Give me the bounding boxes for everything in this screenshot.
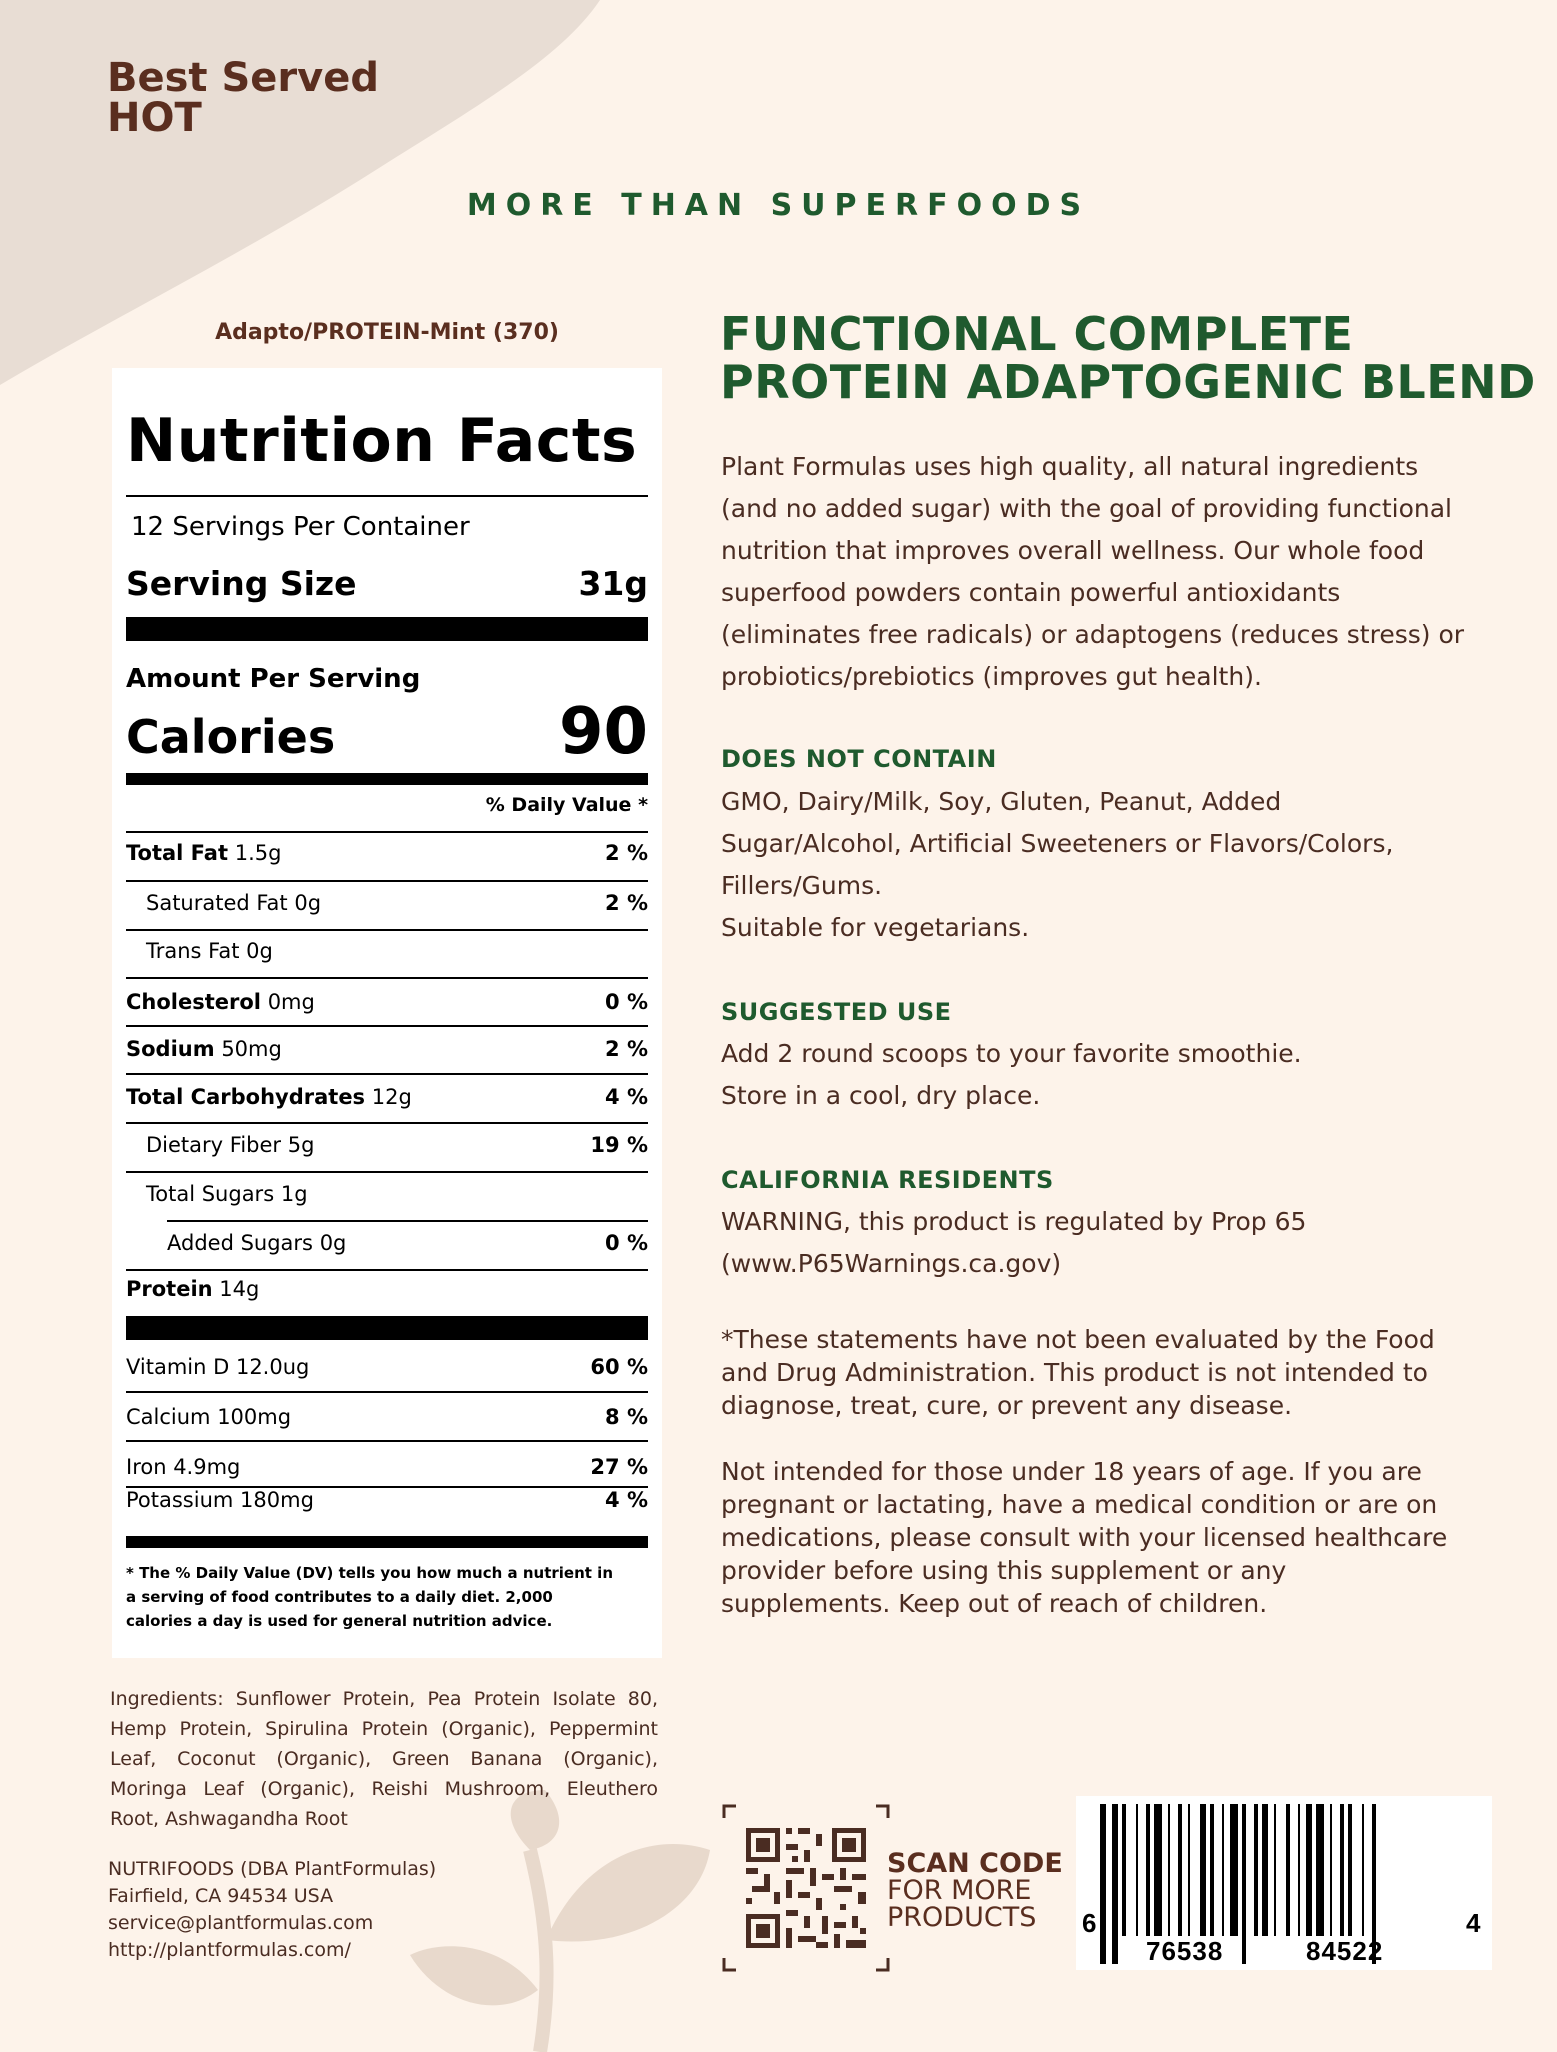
nutrient-dv: 19 %	[590, 1133, 648, 1157]
nutrient-amount: 1g	[280, 1182, 308, 1206]
nutrient-name: Added Sugars	[167, 1231, 313, 1255]
suggested-use-line2: Store in a cool, dry place.	[721, 1081, 1041, 1110]
nutrient-dv: 2 %	[605, 841, 648, 865]
company-url[interactable]: http://plantformulas.com/	[108, 1939, 351, 1961]
barcode-bar	[1200, 1804, 1206, 1936]
servings-text: 12 Servings Per Container	[131, 512, 470, 542]
nutrient-name: Trans Fat	[146, 939, 240, 963]
product-code: Adapto/PROTEIN-Mint (370)	[215, 320, 559, 345]
nutrient-amount: 0g	[294, 891, 322, 915]
barcode-bar	[1168, 1804, 1170, 1936]
vitamin-name: Potassium 180mg	[126, 1488, 314, 1512]
barcode-bar	[1122, 1804, 1126, 1936]
servings-per-container	[131, 512, 648, 542]
intro-paragraph: Plant Formulas uses high quality, all natural ingredients (and no added sugar) with the goal of providing functional nutrition that improves overall wellness. Our whole food superfood powders contain powerful antioxidants (eliminates free radicals) or adaptogens (reduces stress) or probiotics/prebiotics (improves gut health).	[721, 452, 1465, 691]
best-served-note	[107, 55, 379, 141]
california-heading: CALIFORNIA RESIDENTS	[721, 1166, 1054, 1194]
barcode-bar	[1136, 1804, 1138, 1936]
company-info	[108, 1856, 436, 1964]
barcode-group1: 76538	[1146, 1936, 1224, 1966]
barcode-bar	[1210, 1804, 1214, 1936]
scan-line1: SCAN CODE	[887, 1848, 1063, 1879]
vitamin-row	[126, 1488, 648, 1512]
barcode-group2: 84522	[1306, 1936, 1384, 1966]
does-not-contain-heading: DOES NOT CONTAIN	[721, 745, 997, 773]
vitamin-row	[126, 1405, 648, 1429]
company-address: Fairfield, CA 94534 USA	[108, 1885, 334, 1907]
vitamin-name: Calcium 100mg	[126, 1405, 292, 1429]
nutrient-amount: 14g	[219, 1277, 260, 1301]
scan-code-text	[887, 1850, 1063, 1931]
nutrient-row-total-sugars	[146, 1182, 648, 1206]
california-line2: (www.P65Warnings.ca.gov)	[721, 1249, 1062, 1278]
scan-line3: PRODUCTS	[887, 1902, 1037, 1933]
nutrient-row-carbohydrates	[126, 1085, 648, 1109]
nutrient-amount: 0g	[246, 939, 273, 963]
nutrient-amount: 5g	[287, 1133, 315, 1157]
nutrient-name: Total Fat	[126, 841, 229, 865]
qr-code[interactable]	[722, 1804, 890, 1972]
nutrition-facts-panel	[112, 368, 662, 1658]
barcode-bars	[1076, 1796, 1492, 1970]
nutrient-row-dietary-fiber	[146, 1133, 648, 1157]
daily-value-header	[126, 794, 648, 816]
calories-row	[126, 684, 648, 769]
divider	[126, 1391, 648, 1393]
nutrient-row-cholesterol	[126, 990, 648, 1014]
barcode-bar	[1154, 1804, 1162, 1936]
barcode-bar	[1100, 1804, 1106, 1964]
california-line1: WARNING, this product is regulated by Prop 65	[721, 1207, 1307, 1236]
barcode-bar	[1348, 1804, 1352, 1936]
scan-line2: FOR MORE	[887, 1875, 1032, 1906]
nutrient-name: Total Carbohydrates	[126, 1085, 366, 1109]
suggested-use-line1: Add 2 round scoops to your favorite smoothie.	[721, 1039, 1302, 1068]
vitamin-row	[126, 1355, 648, 1379]
thick-divider	[126, 617, 648, 641]
barcode-bar	[1112, 1804, 1118, 1964]
divider	[126, 880, 648, 882]
nutrient-dv: 0 %	[605, 990, 648, 1014]
vitamin-dv: 27 %	[590, 1455, 648, 1479]
does-not-contain-text: GMO, Dairy/Milk, Soy, Gluten, Peanut, Added Sugar/Alcohol, Artificial Sweeteners or Flavors/Colors, Fillers/Gums.	[721, 787, 1394, 900]
caution-statement: Not intended for those under 18 years of age. If you are pregnant or lactating, have a medical condition or are on medications, please consult with your licensed healthcare provider before using this supplement or any supplements. Keep out of reach of children.	[721, 1457, 1448, 1618]
barcode-bar	[1306, 1804, 1312, 1936]
divider	[126, 1269, 648, 1271]
nutrient-name: Total Sugars	[146, 1182, 275, 1206]
divider	[126, 495, 648, 497]
calories-value: 90	[558, 695, 648, 769]
nutrition-title: Nutrition Facts	[126, 406, 638, 476]
medium-divider	[126, 1536, 648, 1548]
nutrient-name: Protein	[126, 1277, 213, 1301]
product-title-line2: PROTEIN ADAPTOGENIC BLEND	[720, 355, 1536, 409]
divider	[126, 1122, 648, 1124]
barcode-bar	[1146, 1804, 1150, 1936]
nutrient-amount: 0mg	[267, 990, 315, 1014]
nutrient-name: Saturated Fat	[146, 891, 288, 915]
barcode-bar	[1222, 1804, 1224, 1936]
daily-value-footnote: * The % Daily Value (DV) tells you how much a nutrient in a serving of food contributes to a daily diet. 2,000 calories a day is used for general nutrition advice.	[126, 1564, 614, 1630]
nutrient-row-trans-fat	[146, 939, 648, 963]
barcode-right-digit: 4	[1466, 1908, 1481, 1938]
barcode-bar	[1242, 1804, 1246, 1964]
vitamin-dv: 60 %	[590, 1355, 648, 1379]
vitamin-dv: 4 %	[605, 1488, 648, 1512]
thick-divider	[126, 1316, 648, 1340]
nutrient-dv: 2 %	[605, 891, 648, 915]
serving-size-row	[126, 564, 648, 603]
barcode-bar	[1316, 1804, 1324, 1936]
product-title	[720, 307, 1536, 409]
medium-divider	[126, 773, 648, 785]
ingredients-list: Ingredients: Sunflower Protein, Pea Protein Isolate 80, Hemp Protein, Spirulina Protein (Organic), Peppermint Leaf, Coconut (Organic), Green Banana (Organic), Moringa Leaf (Organic), Reishi Mushroom, Eleuthero Root, Ashwagandha Root	[110, 1688, 658, 1830]
barcode-bar	[1362, 1804, 1364, 1936]
nutrient-dv: 2 %	[605, 1037, 648, 1061]
barcode-bar	[1330, 1804, 1332, 1936]
divider	[126, 977, 648, 979]
barcode-bar	[1286, 1804, 1290, 1936]
barcode-bar	[1274, 1804, 1276, 1936]
nutrient-amount: 1.5g	[234, 841, 282, 865]
serving-size-label: Serving Size	[126, 564, 357, 603]
vegetarian-note: Suitable for vegetarians.	[721, 913, 1030, 942]
nutrient-row-saturated-fat	[146, 891, 648, 915]
nutrient-name: Sodium	[126, 1037, 215, 1061]
nutrient-row-sodium	[126, 1037, 648, 1061]
nutrient-dv: 0 %	[605, 1231, 648, 1255]
divider	[126, 929, 648, 931]
vitamin-name: Iron 4.9mg	[126, 1455, 241, 1479]
vitamin-name: Vitamin D 12.0ug	[126, 1355, 310, 1379]
suggested-use-heading: SUGGESTED USE	[721, 998, 952, 1026]
qr-code-icon	[722, 1804, 890, 1972]
nutrient-amount: 0g	[319, 1231, 347, 1255]
nutrient-amount: 12g	[371, 1085, 412, 1109]
best-served-line1: Best Served	[107, 55, 379, 101]
tagline: MORE THAN SUPERFOODS	[466, 188, 1091, 223]
nutrient-amount: 50mg	[221, 1037, 282, 1061]
fda-statement: *These statements have not been evaluated by the Food and Drug Administration. This product is not intended to diagnose, treat, cure, or prevent any disease.	[721, 1325, 1435, 1420]
company-name: NUTRIFOODS (DBA PlantFormulas)	[108, 1858, 437, 1880]
barcode-bar	[1298, 1804, 1300, 1936]
nutrient-row-total-fat	[126, 841, 648, 865]
company-email[interactable]: service@plantformulas.com	[108, 1912, 374, 1934]
divider	[126, 1171, 648, 1173]
amount-per-serving-label: Amount Per Serving	[126, 664, 421, 694]
barcode-left-digit: 6	[1082, 1908, 1097, 1938]
calories-label: Calories	[126, 710, 336, 764]
vitamin-dv: 8 %	[605, 1405, 648, 1429]
divider	[126, 831, 648, 833]
barcode-bar	[1230, 1804, 1238, 1936]
barcode-bar	[1340, 1804, 1344, 1936]
serving-size-value: 31g	[578, 564, 648, 603]
divider	[126, 1073, 648, 1075]
divider	[126, 1025, 648, 1027]
product-title-line1: FUNCTIONAL COMPLETE	[720, 307, 1354, 361]
divider	[167, 1220, 648, 1222]
nutrient-dv: 4 %	[605, 1085, 648, 1109]
nutrient-name: Cholesterol	[126, 990, 261, 1014]
barcode-bar	[1254, 1804, 1258, 1936]
nutrient-row-protein	[126, 1277, 648, 1301]
divider	[126, 1440, 648, 1442]
best-served-line2: HOT	[107, 95, 202, 141]
barcode-bar	[1188, 1804, 1190, 1936]
nutrient-name: Dietary Fiber	[146, 1133, 282, 1157]
nutrient-row-added-sugars	[167, 1231, 648, 1255]
barcode	[1076, 1796, 1492, 1970]
barcode-bar	[1262, 1804, 1268, 1936]
vitamin-row	[126, 1455, 648, 1479]
barcode-bar	[1178, 1804, 1182, 1936]
daily-value-label: % Daily Value *	[485, 794, 648, 816]
